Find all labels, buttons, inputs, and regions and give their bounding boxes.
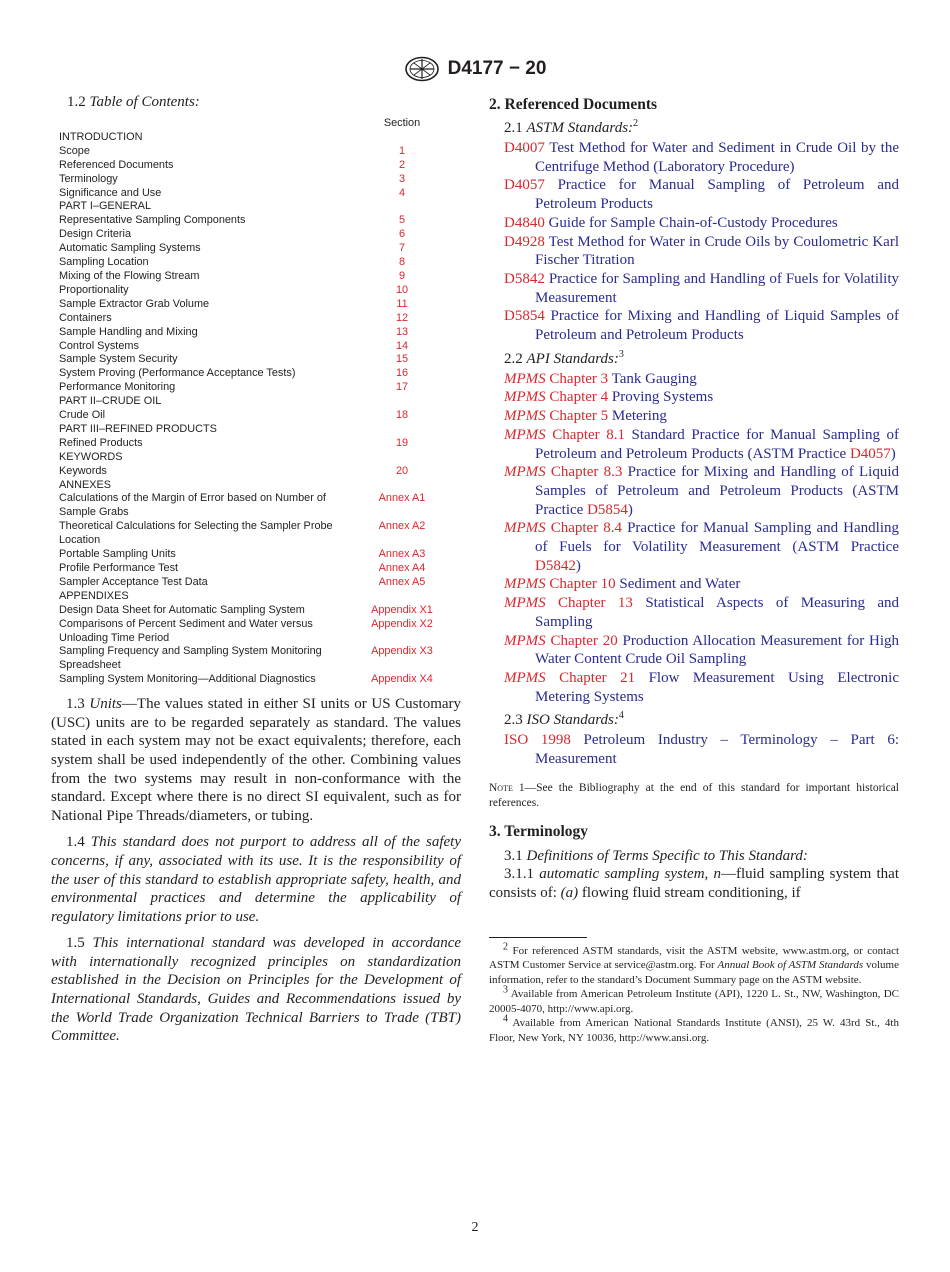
footnote-sup: 3 (503, 984, 508, 996)
api-ref-astm-code[interactable]: D4057 (849, 445, 891, 462)
toc-row (59, 479, 451, 493)
api-ref-mpms[interactable]: MPMS (504, 632, 546, 649)
toc-row-label: APPENDIXES (59, 589, 129, 602)
toc-row (59, 353, 451, 367)
api-ref-item (504, 370, 899, 389)
astm-ref-item (504, 176, 899, 213)
toc-row (59, 423, 451, 437)
toc-row-label: Sample Extractor Grab Volume (59, 297, 210, 310)
toc-row-num[interactable]: Annex A5 (378, 575, 426, 588)
astm-ref-title[interactable]: Guide for Sample Chain-of-Custody Procedures (548, 214, 838, 231)
note-1 (489, 781, 899, 811)
iso-ref-code[interactable]: ISO 1998 (504, 732, 571, 749)
toc-row (59, 187, 451, 201)
footnote-sup: 4 (503, 1013, 508, 1025)
astm-subheading (504, 120, 899, 137)
toc-row-num (353, 131, 451, 145)
api-ref-mpms[interactable]: MPMS (504, 426, 546, 443)
toc-row-label: Mixing of the Flowing Stream (59, 269, 200, 282)
api-ref-item (504, 407, 899, 426)
toc-row-num[interactable]: 1 (398, 144, 406, 157)
api-ref-chapter[interactable]: Chapter 5 (549, 408, 609, 425)
intl-paragraph (51, 934, 461, 1046)
astm-title: ASTM Standards: (526, 120, 634, 136)
toc-row-label: Referenced Documents (59, 158, 174, 171)
toc-row (59, 326, 451, 340)
toc-row (59, 312, 451, 326)
api-ref-tail: ) (890, 445, 896, 462)
toc-row-num (353, 479, 451, 493)
toc-row-label: Theoretical Calculations for Selecting the Sampler Probe (59, 520, 333, 533)
toc-row (59, 520, 451, 534)
api-ref-item (504, 632, 899, 669)
toc-row-num (353, 632, 451, 646)
toc-row-num[interactable]: Appendix X1 (371, 603, 433, 616)
api-ref-chapter[interactable]: Chapter 20 (550, 632, 618, 649)
toc-row-label: PART III–REFINED PRODUCTS (59, 422, 217, 435)
toc-row-label: INTRODUCTION (59, 130, 143, 143)
definition-term: automatic sampling system, n (539, 866, 721, 883)
astm-ref-title[interactable]: Test Method for Water and Sediment in Crude Oil by the Centrifuge Method (Laboratory Procedure) (535, 140, 899, 175)
toc-row-label: Sampling Location (59, 256, 149, 269)
footnote (489, 1013, 899, 1045)
toc-row (59, 618, 451, 632)
toc-row (59, 145, 451, 159)
toc-row-num (353, 423, 451, 437)
note-text: —See the Bibliography at the end of this standard for important historical references. (489, 781, 899, 809)
astm-ref-code[interactable]: D4057 (504, 177, 545, 194)
astm-list (489, 139, 899, 345)
api-title: API Standards: (526, 350, 619, 367)
api-ref-mpms[interactable]: MPMS (504, 408, 546, 425)
toc-row (59, 395, 451, 409)
toc-row (59, 590, 451, 604)
api-ref-mpms[interactable]: MPMS (504, 595, 546, 612)
toc-row (59, 673, 451, 687)
astm-ref-title[interactable]: Practice for Manual Sampling of Petroleum and Petroleum Products (535, 177, 899, 213)
toc-row-label: Containers (59, 311, 112, 324)
right-column (489, 92, 899, 1045)
api-ref-astm-code[interactable]: D5842 (535, 557, 576, 574)
definition-automatic-sampling (489, 865, 899, 902)
footnote-italic: Annual Book of ASTM Standards (717, 959, 864, 972)
toc-row-label: Sampling Frequency and Sampling System Monitoring (59, 645, 322, 658)
toc-caption (67, 94, 461, 111)
toc-row (59, 298, 451, 312)
toc-row (59, 576, 451, 590)
toc-row (59, 506, 451, 520)
terminology-sub-title: Definitions of Terms Specific to This Standard: (526, 847, 808, 864)
definition-text-1: —fluid sampling system that consists of: (489, 866, 899, 901)
api-ref-title[interactable]: Standard Practice for Manual Sampling of Petroleum and Petroleum Products (ASTM Practice (535, 426, 900, 462)
toc-row-label: Design Data Sheet for Automatic Sampling System (59, 603, 305, 616)
toc-row (59, 256, 451, 270)
toc-row-label: PART I–GENERAL (59, 200, 152, 213)
toc-row-label: Crude Oil (59, 409, 105, 422)
safety-num: 1.4 (66, 834, 85, 851)
iso-num: 2.3 (504, 712, 523, 729)
toc-row-num[interactable]: Annex A3 (378, 548, 426, 561)
astm-ref-code[interactable]: D4007 (504, 140, 545, 156)
toc-row-label: Sampling System Monitoring—Additional Diagnostics (59, 673, 316, 686)
astm-ref-code[interactable]: D5842 (504, 270, 545, 287)
toc-row-num[interactable]: 19 (395, 436, 409, 449)
footnote (489, 940, 900, 988)
terminology-sub-num: 3.1 (504, 847, 523, 864)
toc-row-label: Sample Grabs (59, 506, 129, 519)
api-ref-tail: ) (575, 557, 581, 574)
toc-row-num[interactable]: 3 (398, 172, 406, 185)
toc-row (59, 173, 451, 187)
toc-row (59, 437, 451, 451)
api-ref-title[interactable]: Proving Systems (611, 389, 714, 406)
toc-row-num[interactable]: 6 (398, 228, 406, 241)
toc-row-label: Significance and Use (59, 186, 162, 199)
toc-row-num (353, 534, 451, 548)
astm-logo-icon (404, 56, 440, 82)
api-ref-title[interactable]: Flow Measurement Using Electronic Metering Systems (535, 669, 899, 705)
toc-row (59, 409, 451, 423)
refdocs-heading: 2. Referenced Documents (489, 96, 658, 113)
api-ref-item (504, 519, 899, 575)
iso-ref-title[interactable]: Petroleum Industry – Terminology – Part 6: Measurement (535, 732, 900, 768)
api-ref-chapter[interactable]: Chapter 21 (559, 669, 636, 686)
toc-row (59, 200, 451, 214)
astm-ref-item (504, 270, 899, 307)
toc-row-label: ANNEXES (59, 478, 112, 491)
toc-row-label: Sample System Security (59, 353, 178, 366)
intl-text: This international standard was developed in accordance with internationally recognized principles on standardization established in the Decision on Principles for the Development of International Standards, Guides and Recommendations issued by the World Trade Organization Technical Barriers to Trade (TBT) Committee. (51, 935, 462, 1045)
toc-row-num (353, 659, 451, 673)
astm-ref-code[interactable]: D5854 (504, 308, 545, 325)
units-paragraph (51, 695, 461, 825)
toc-row-num[interactable]: Appendix X3 (371, 645, 433, 658)
note-label: Note 1 (489, 781, 525, 794)
toc-row-num[interactable]: 14 (395, 339, 409, 352)
api-ref-mpms[interactable]: MPMS (504, 520, 546, 537)
iso-list (489, 731, 899, 768)
toc-row (59, 659, 451, 673)
units-text: —The values stated in either SI units or US Customary (USC) units are to be regarded separately as standard. The values stated in each system may not be exact equivalents; therefore, each system shall be used independently of the other. Combining values from the two systems may result in non-conformance with the standard. Except where there is no direct SI equivalent, such as for National Pipe Threads/diameters, or tubing. (51, 696, 462, 824)
toc-row-label: KEYWORDS (59, 450, 123, 463)
toc-row (59, 367, 451, 381)
api-ref-title[interactable]: Statistical Aspects of Measuring and Sampling (535, 595, 899, 630)
toc-row-num[interactable]: 11 (396, 297, 408, 310)
toc-header-row (59, 117, 451, 131)
api-list (489, 370, 899, 707)
api-ref-tail: ) (627, 501, 633, 518)
toc-row (59, 548, 451, 562)
api-subheading (504, 348, 899, 368)
astm-ref-title[interactable]: Practice for Mixing and Handling of Liquid Samples of Petroleum and Petroleum Products (535, 308, 899, 344)
api-ref-chapter[interactable]: Chapter 4 (549, 389, 609, 406)
toc-row (59, 465, 451, 479)
toc-row-label: Comparisons of Percent Sediment and Water versus (59, 617, 313, 630)
api-num: 2.2 (504, 350, 523, 367)
toc-row (59, 242, 451, 256)
toc-row-num[interactable]: 15 (395, 353, 409, 366)
api-ref-mpms[interactable]: MPMS (504, 576, 546, 593)
toc-row (59, 492, 451, 506)
left-column (51, 92, 461, 1046)
toc-row-num[interactable]: 2 (398, 158, 406, 171)
toc-row-num[interactable]: Annex A4 (378, 562, 426, 574)
toc-row-num[interactable]: Annex A1 (378, 492, 426, 505)
footnote-tail: volume information, refer to the standard’s Document Summary page on the ASTM website. (489, 959, 899, 986)
toc-row (59, 645, 451, 659)
intl-num: 1.5 (66, 935, 85, 952)
toc-row (59, 632, 451, 646)
toc-row-num (353, 395, 451, 409)
toc-row-label: PART II–CRUDE OIL (59, 395, 162, 408)
toc-row-label: Representative Sampling Components (59, 214, 246, 227)
iso-subheading (504, 712, 899, 729)
toc-row-label: Profile Performance Test (59, 562, 179, 574)
toc-row-num[interactable]: 16 (395, 367, 409, 380)
toc-row-num[interactable]: 8 (398, 256, 406, 269)
api-ref-chapter[interactable]: Chapter 13 (558, 595, 633, 612)
astm-ref-item (504, 233, 899, 270)
units-num: 1.3 (66, 696, 85, 713)
definition-text-2: flowing fluid stream conditioning, if (578, 884, 801, 901)
table-of-contents (59, 117, 451, 687)
astm-ref-code[interactable]: D4928 (504, 233, 545, 250)
toc-row-num (353, 200, 451, 214)
api-sup: 3 (618, 348, 624, 360)
toc-row-num (353, 506, 451, 520)
toc-row-label: Refined Products (59, 436, 143, 449)
api-ref-mpms[interactable]: MPMS (504, 370, 546, 387)
api-ref-mpms[interactable]: MPMS (504, 464, 546, 481)
toc-row-label: System Proving (Performance Acceptance Tests) (59, 367, 296, 380)
api-ref-item (504, 575, 899, 594)
toc-row-num[interactable]: 5 (398, 214, 406, 227)
toc-row-label: Control Systems (59, 339, 139, 352)
toc-row-label: Unloading Time Period (59, 631, 170, 644)
footnote-text: For referenced ASTM standards, visit the ASTM website, www.astm.org, or contact ASTM Customer Service at service@astm.org. For (489, 944, 900, 972)
toc-row (59, 159, 451, 173)
toc-row-label: Automatic Sampling Systems (59, 242, 201, 255)
astm-ref-title[interactable]: Practice for Sampling and Handling of Fuels for Volatility Measurement (535, 270, 900, 306)
iso-sup: 4 (618, 710, 624, 722)
toc-row (59, 451, 451, 465)
astm-num: 2.1 (504, 120, 523, 136)
toc-row-num (353, 451, 451, 465)
page-header (0, 56, 950, 82)
designation: D4177 − 20 (447, 58, 547, 79)
toc-row-num[interactable]: 7 (398, 242, 406, 255)
api-ref-title[interactable]: Sediment and Water (619, 576, 741, 593)
toc-row-label: Design Criteria (59, 228, 132, 241)
safety-paragraph (51, 833, 461, 926)
api-ref-chapter[interactable]: Chapter 8.4 (550, 520, 623, 537)
terminology-sub (489, 847, 899, 866)
api-ref-chapter[interactable]: Chapter 3 (549, 370, 609, 387)
toc-caption-num: 1.2 (67, 94, 86, 110)
safety-text: This standard does not purport to address all of the safety concerns, if any, associated with its use. It is the responsibility of the user of this standard to establish appropriate safety, health, and environmental practices and determine the applicability of regulatory limitations prior to use. (51, 834, 461, 925)
footnote-sup: 2 (503, 940, 508, 952)
footnote-text: Available from American Petroleum Institute (API), 1220 L. St., NW, Washington, DC 20005-4070, http://www.api.org. (489, 988, 899, 1015)
api-ref-mpms[interactable]: MPMS (504, 389, 546, 406)
astm-sup: 2 (633, 118, 639, 129)
definition-num: 3.1.1 (504, 866, 534, 883)
iso-title: ISO Standards: (526, 712, 619, 729)
api-ref-chapter[interactable]: Chapter 10 (549, 576, 616, 593)
footnote-text: Available from American National Standards Institute (ANSI), 25 W. 43rd St., 4th Floor, New York, NY 10036, http://www.ansi.org. (489, 1017, 899, 1044)
toc-row-label: Terminology (59, 172, 118, 185)
toc-row-num[interactable]: 18 (395, 409, 409, 422)
astm-ref-item (504, 214, 899, 233)
toc-row-label: Sampler Acceptance Test Data (59, 575, 208, 588)
api-ref-item (504, 426, 899, 463)
toc-row-num[interactable]: Annex A2 (378, 520, 426, 533)
toc-row-label: Portable Sampling Units (59, 548, 176, 561)
api-ref-title[interactable]: Tank Gauging (611, 370, 697, 387)
astm-ref-item (504, 139, 899, 176)
api-ref-chapter[interactable]: Chapter 8.1 (552, 426, 625, 443)
toc-row (59, 131, 451, 145)
toc-row-num (353, 590, 451, 604)
toc-row (59, 228, 451, 242)
toc-row-label: Performance Monitoring (59, 381, 176, 394)
api-ref-astm-code[interactable]: D5854 (587, 501, 628, 518)
toc-row-label: Keywords (59, 464, 107, 477)
units-title: Units (89, 696, 122, 713)
toc-row-label: Proportionality (59, 283, 129, 296)
api-ref-item (504, 594, 899, 631)
toc-row-num[interactable]: Appendix X2 (371, 617, 433, 630)
toc-row-label: Calculations of the Margin of Error based on Number of (59, 492, 326, 505)
toc-row (59, 270, 451, 284)
api-ref-chapter[interactable]: Chapter 8.3 (550, 464, 623, 481)
toc-row-num[interactable]: 12 (395, 311, 409, 324)
toc-row (59, 214, 451, 228)
astm-ref-title[interactable]: Test Method for Water in Crude Oils by Coulometric Karl Fischer Titration (535, 233, 899, 269)
iso-ref-item (504, 731, 899, 768)
api-ref-item (504, 669, 899, 706)
footnote-rule (489, 937, 587, 938)
footnote (489, 984, 899, 1016)
page-number: 2 (471, 1220, 479, 1235)
api-ref-item (504, 463, 899, 519)
toc-row-label: Location (59, 534, 101, 547)
toc-row-num[interactable]: 17 (395, 381, 409, 394)
astm-ref-item (504, 307, 899, 344)
toc-row (59, 284, 451, 298)
api-ref-title[interactable]: Metering (611, 408, 667, 425)
api-ref-mpms[interactable]: MPMS (504, 669, 546, 686)
terminology-heading: 3. Terminology (489, 822, 589, 840)
toc-col-header: Section (383, 117, 421, 129)
toc-row-num[interactable]: 13 (395, 325, 409, 338)
api-ref-title[interactable]: Practice for Manual Sampling and Handling of Fuels for Volatility Measurement (ASTM Practice (535, 520, 899, 556)
toc-row (59, 562, 451, 576)
definition-a: (a) (560, 884, 579, 901)
astm-ref-code[interactable]: D4840 (504, 214, 545, 231)
toc-row-label: Spreadsheet (59, 659, 121, 672)
api-ref-title[interactable]: Production Allocation Measurement for High Water Content Crude Oil Sampling (535, 632, 900, 668)
api-ref-item (504, 388, 899, 407)
toc-row (59, 340, 451, 354)
toc-row (59, 604, 451, 618)
toc-row (59, 381, 451, 395)
toc-row (59, 534, 451, 548)
toc-caption-text: Table of Contents: (89, 94, 200, 110)
toc-row-num[interactable]: Appendix X4 (371, 673, 433, 686)
toc-row-num[interactable]: 4 (398, 186, 406, 199)
toc-row-label: Sample Handling and Mixing (59, 325, 198, 338)
toc-row-num[interactable]: 20 (395, 464, 409, 477)
toc-row-num[interactable]: 10 (395, 283, 409, 296)
api-ref-title[interactable]: Practice for Mixing and Handling of Liquid Samples of Petroleum and Petroleum Products (ASTM Practice (535, 464, 900, 518)
toc-row-label: Scope (59, 144, 90, 157)
toc-row-num[interactable]: 9 (398, 269, 406, 282)
footnotes (489, 940, 900, 1046)
